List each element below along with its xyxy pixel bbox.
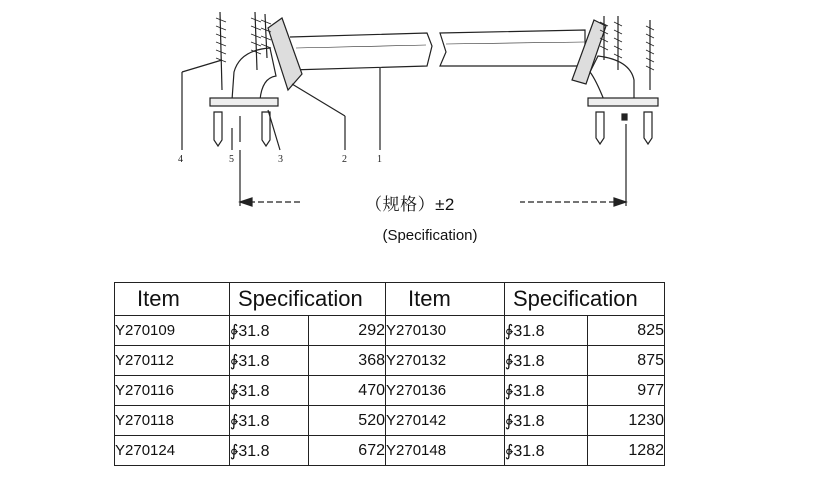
header-item-left: Item — [115, 283, 230, 316]
length: 825 — [588, 316, 665, 346]
item-code: Y270142 — [386, 406, 505, 436]
diameter: ∲31.8 — [230, 376, 309, 406]
specification-table — [114, 282, 665, 466]
right-anchor-1 — [596, 112, 604, 144]
table-header-row — [115, 283, 665, 316]
length: 1282 — [588, 436, 665, 466]
item-code: Y270130 — [386, 316, 505, 346]
header-spec-right: Specification — [505, 283, 665, 316]
right-elbow — [590, 56, 634, 100]
bar-tube-left — [290, 33, 432, 70]
length: 875 — [588, 346, 665, 376]
left-base-plate — [210, 98, 278, 106]
item-code: Y270136 — [386, 376, 505, 406]
table-row — [115, 406, 665, 436]
table-row — [115, 376, 665, 406]
item-code: Y270118 — [115, 406, 230, 436]
item-code: Y270132 — [386, 346, 505, 376]
length: 1230 — [588, 406, 665, 436]
dimension-sublabel: (Specification) — [382, 227, 478, 244]
diameter: ∲31.8 — [230, 406, 309, 436]
item-code: Y270116 — [115, 376, 230, 406]
item-code: Y270148 — [386, 436, 505, 466]
item-code: Y270109 — [115, 316, 230, 346]
length: 368 — [309, 346, 386, 376]
left-elbow — [232, 48, 276, 100]
diameter: ∲31.8 — [505, 346, 588, 376]
diameter: ∲31.8 — [230, 436, 309, 466]
length: 520 — [309, 406, 386, 436]
part-label-1: 1 — [377, 154, 382, 165]
table-row — [115, 346, 665, 376]
diameter: ∲31.8 — [505, 316, 588, 346]
part-label-5: 5 — [229, 154, 234, 165]
part-label-4: 4 — [178, 154, 183, 165]
left-flange — [268, 18, 302, 90]
left-screws — [216, 12, 271, 90]
right-base-plate — [588, 98, 658, 106]
bar-tube-right — [440, 30, 585, 66]
left-anchor-1 — [214, 112, 222, 146]
table-row — [115, 316, 665, 346]
diameter: ∲31.8 — [505, 406, 588, 436]
header-spec-left: Specification — [230, 283, 386, 316]
length: 672 — [309, 436, 386, 466]
part-label-3: 3 — [278, 154, 283, 165]
diameter: ∲31.8 — [505, 376, 588, 406]
dimension-label: （规格）±2 — [300, 190, 520, 215]
diameter: ∲31.8 — [230, 346, 309, 376]
length: 470 — [309, 376, 386, 406]
diameter: ∲31.8 — [230, 316, 309, 346]
header-item-right: Item — [386, 283, 505, 316]
item-code: Y270112 — [115, 346, 230, 376]
right-anchor-2 — [644, 112, 652, 144]
part-label-2: 2 — [342, 154, 347, 165]
length: 977 — [588, 376, 665, 406]
diameter: ∲31.8 — [505, 436, 588, 466]
item-code: Y270124 — [115, 436, 230, 466]
table-row — [115, 436, 665, 466]
left-anchor-2 — [262, 112, 270, 146]
length: 292 — [309, 316, 386, 346]
right-screws — [600, 16, 654, 90]
